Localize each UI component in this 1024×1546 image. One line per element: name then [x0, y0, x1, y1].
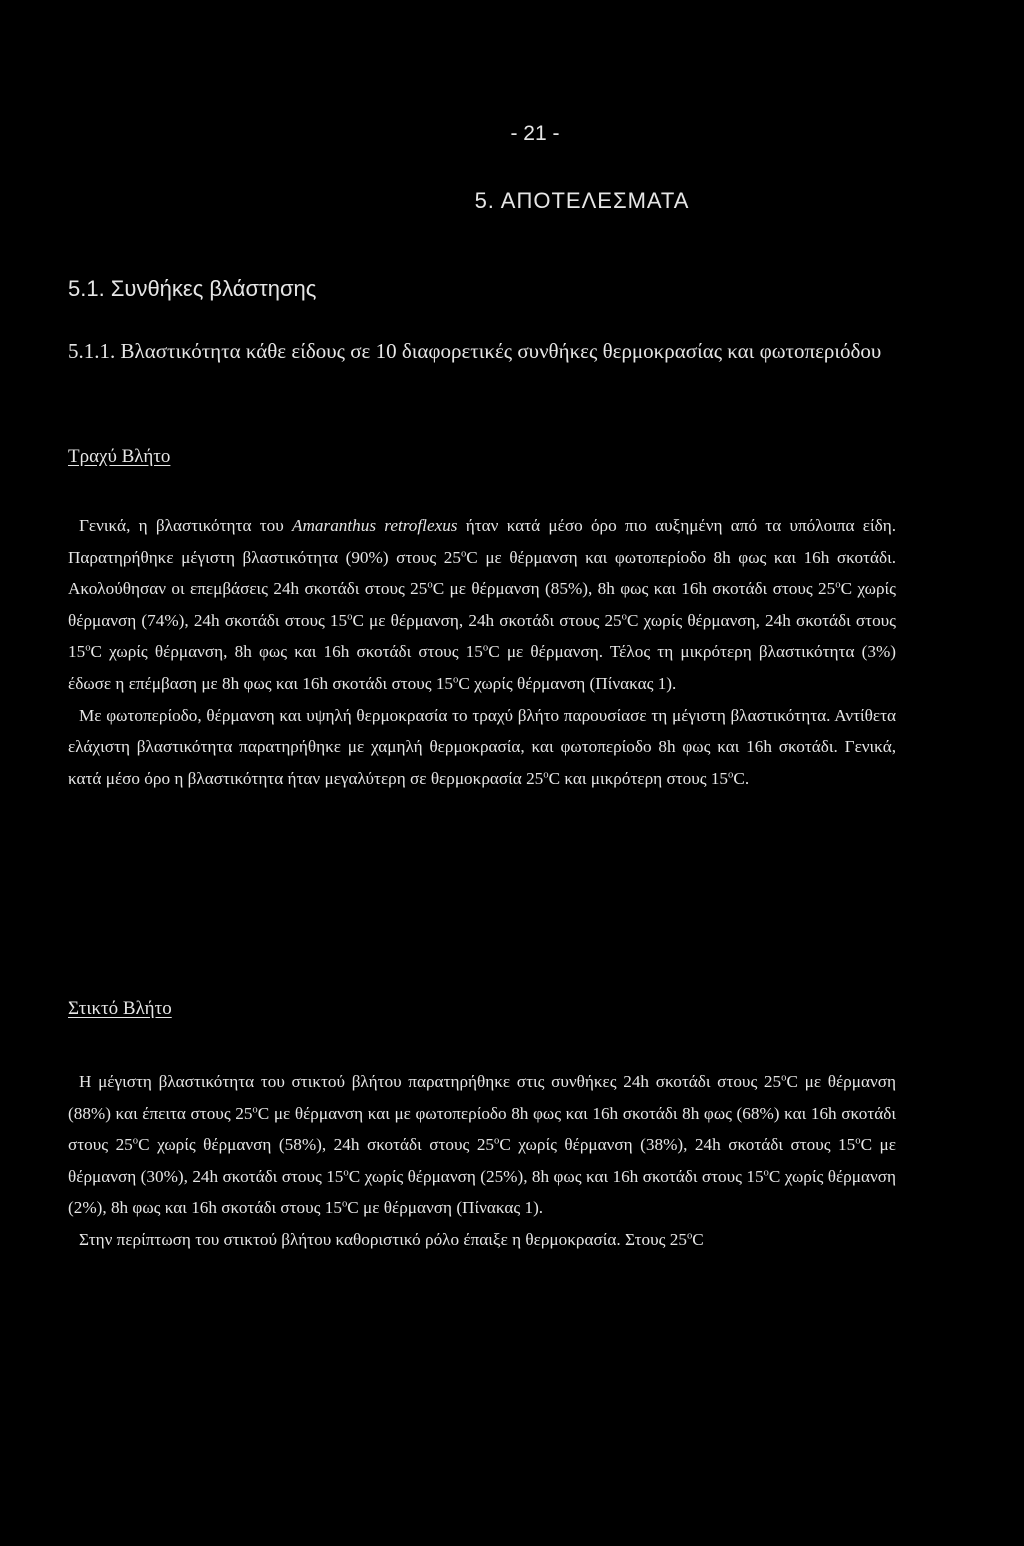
sticky-paragraph-2: Στην περίπτωση του στικτού βλήτου καθοριστικό ρόλο έπαιξε η θερμοκρασία. Στους 25$^o$C	[79, 1229, 704, 1249]
page-number: - 21 -	[510, 122, 560, 145]
species-name: Amaranthus retroflexus	[292, 516, 458, 535]
amaranthus-heading: Τραχύ Βλήτο	[68, 446, 171, 467]
sticky-paragraphs	[68, 1066, 896, 1256]
sticky-paragraph-1: Η μέγιστη βλαστικότητα του στικτού βλήτου παρατηρήθηκε στις συνθήκες 24h σκοτάδι στους 25$^o$C με θέρμανση (88%) και έπειτα στους 25$^o$C με θέρμανση και με φωτοπερίοδο 8h φως και 16h σκοτάδι 8h φως (68%) και 16h σκοτάδι στους 25$^o$C χωρίς θέρμανση (58%), 24h σκοτάδι στους 25$^o$C χωρίς θέρμανση (38%), 24h σκοτάδι στους 15$^o$C με θέρμανση (30%), 24h σκοτάδι στους 15$^o$C χωρίς θέρμανση (25%), 8h φως και 16h σκοτάδι στους 15$^o$C χωρίς θέρμανση (2%), 8h φως και 16h σκοτάδι στους 15$^o$C με θέρμανση (Πίνακας 1).	[68, 1072, 897, 1218]
subsection-title: 5.1.1. Βλαστικότητα κάθε είδους σε 10 διαφορετικές συνθήκες θερμοκρασίας και φωτοπεριόδου	[68, 339, 882, 363]
amaranthus-paragraphs	[68, 510, 896, 794]
chapter-title: 5. ΑΠΟΤΕΛΕΣΜΑΤΑ	[474, 188, 690, 213]
amaranthus-paragraph-2: Με φωτοπερίοδο, θέρμανση και υψηλή θερμοκρασία το τραχύ βλήτο παρουσίασε τη μέγιστη βλαστικότητα. Αντίθετα ελάχιστη βλαστικότητα παρατηρήθηκε με χαμηλή θερμοκρασία, και φωτοπερίοδο 8h φως και 16h σκοτάδι. Γενικά, κατά μέσο όρο η βλαστικότητα ήταν μεγαλύτερη σε θερμοκρασία 25$^o$C και μικρότερη στους 15$^o$C.	[68, 705, 896, 788]
section-title: 5.1. Συνθήκες βλάστησης	[68, 276, 317, 301]
amaranthus-paragraph-1: Γενικά, η βλαστικότητα του Amaranthus retroflexus ήταν κατά μέσο όρο πιο αυξημένη από τα υπόλοιπα είδη. Παρατηρήθηκε μέγιστη βλαστικότητα (90%) στους 25$^o$C με θέρμανση και φωτοπερίοδο 8h φως και 16h σκοτάδι. Ακολούθησαν οι επεμβάσεις 24h σκοτάδι στους 25$^o$C με θέρμανση (85%), 8h φως και 16h σκοτάδι στους 25$^o$C χωρίς θέρμανση (74%), 24h σκοτάδι στους 15$^o$C με θέρμανση, 24h σκοτάδι στους 25$^o$C χωρίς θέρμανση, 24h σκοτάδι στους 15$^o$C χωρίς θέρμανση, 8h φως και 16h σκοτάδι στους 15$^o$C με θέρμανση. Τέλος τη μικρότερη βλαστικότητα (3%) έδωσε η επέμβαση με 8h φως και 16h σκοτάδι στους 15$^o$C χωρίς θέρμανση (Πίνακας 1).	[68, 516, 896, 693]
sticky-heading: Στικτό Βλήτο	[68, 998, 172, 1019]
